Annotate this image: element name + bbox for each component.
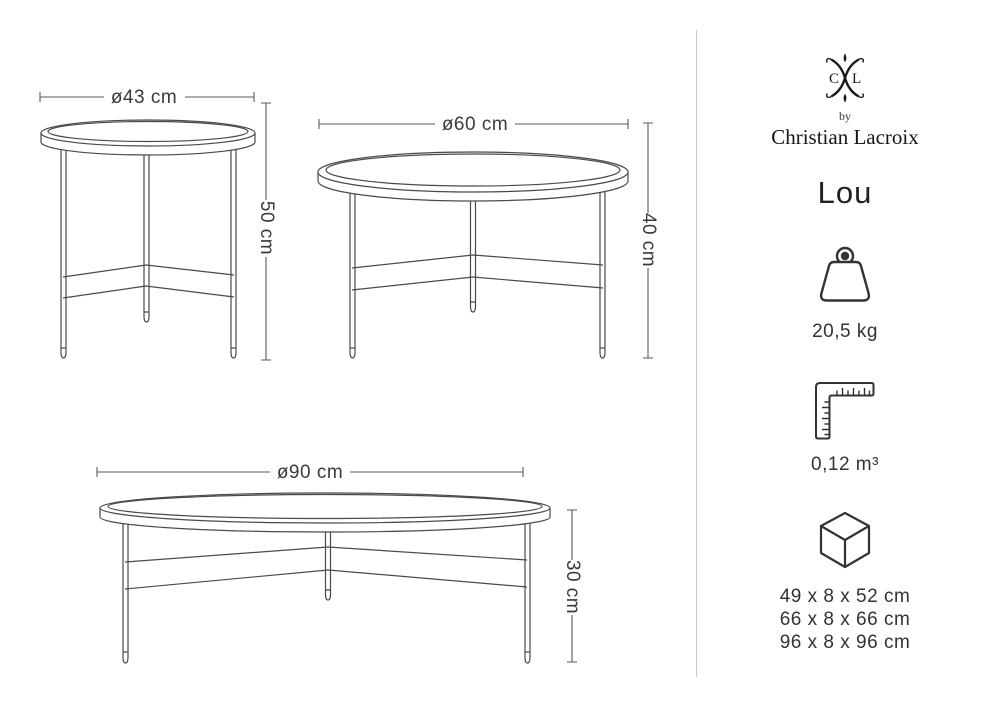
volume-value: 0,12 m³ xyxy=(811,454,879,475)
medium-table-top xyxy=(318,152,628,201)
package-size-list xyxy=(700,585,990,654)
table-leg xyxy=(231,141,236,358)
table-leg xyxy=(144,143,149,322)
large-table-legs xyxy=(123,520,530,663)
ruler-square-icon xyxy=(814,381,876,441)
large-table-diameter-dimension xyxy=(97,462,523,483)
product-name: Lou xyxy=(817,175,873,210)
large-table-drawing xyxy=(85,460,595,678)
volume-spec xyxy=(700,381,990,476)
brand-by-label: by xyxy=(839,109,851,123)
package-size-large: 96 x 8 x 96 cm xyxy=(779,632,911,653)
small-table-diameter-label: ø43 cm xyxy=(110,87,178,108)
large-table-diameter-label: ø90 cm xyxy=(276,462,344,483)
table-leg xyxy=(350,180,355,358)
table-leg xyxy=(600,180,605,358)
small-table-height-label: 50 cm xyxy=(256,200,277,256)
monogram-letter-l: L xyxy=(852,71,862,87)
medium-table-drawing xyxy=(305,110,665,365)
medium-table-legs xyxy=(350,174,605,358)
small-table-drawing xyxy=(28,85,278,377)
small-table-diameter-dimension xyxy=(40,87,254,108)
medium-table-height-label: 40 cm xyxy=(638,212,659,268)
medium-table-diameter-dimension xyxy=(319,114,628,135)
weight-spec xyxy=(700,245,990,343)
medium-table-stretcher xyxy=(352,255,603,290)
large-table-height-dimension xyxy=(562,510,583,662)
monogram-letter-c: C xyxy=(829,71,840,87)
small-table-height-dimension xyxy=(256,103,277,360)
table-leg xyxy=(525,524,530,663)
package-spec xyxy=(700,511,990,654)
large-table-height-label: 30 cm xyxy=(562,559,583,615)
medium-table-height-dimension xyxy=(638,123,659,358)
package-size-small: 49 x 8 x 52 cm xyxy=(779,586,911,607)
medium-table-diameter-label: ø60 cm xyxy=(441,114,509,135)
brand-block xyxy=(700,52,990,150)
weight-value: 20,5 kg xyxy=(812,321,878,342)
package-size-medium: 66 x 8 x 66 cm xyxy=(779,609,911,630)
small-table-legs xyxy=(61,141,236,358)
table-leg xyxy=(61,141,66,358)
weight-icon xyxy=(810,245,880,309)
table-leg xyxy=(123,524,128,663)
small-table-top xyxy=(41,120,255,155)
cl-monogram-icon xyxy=(821,52,869,104)
box-icon xyxy=(819,511,871,571)
vertical-divider xyxy=(696,30,697,677)
brand-name: Christian Lacroix xyxy=(771,125,919,149)
large-table-top xyxy=(100,493,550,532)
